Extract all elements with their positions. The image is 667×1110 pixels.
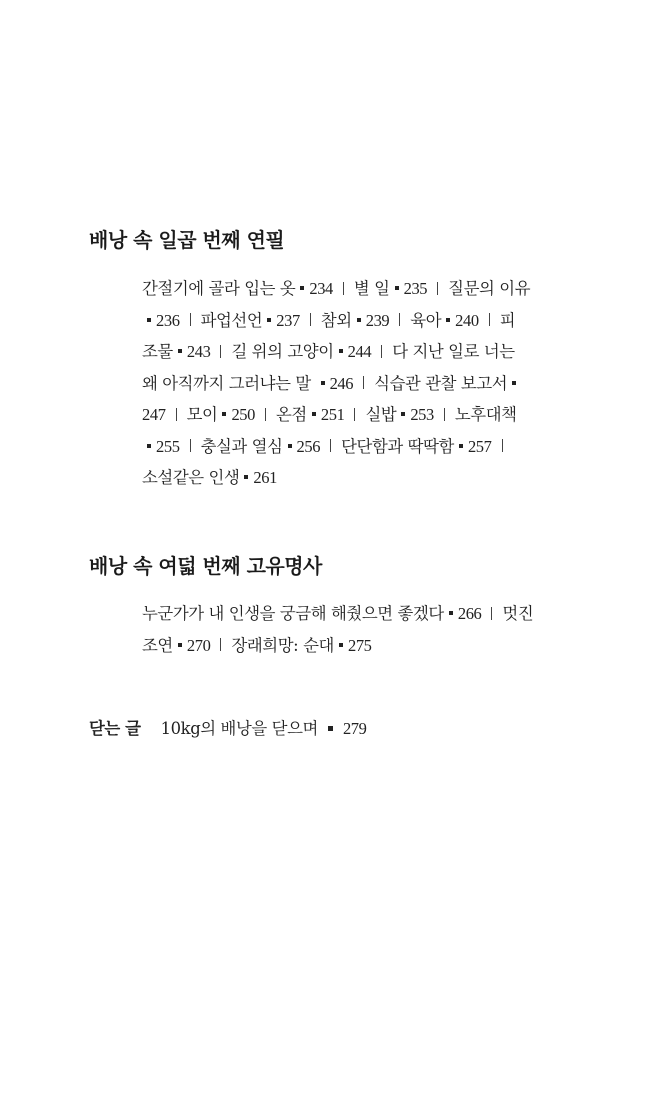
page-number: 250 xyxy=(231,405,255,424)
entry-title: 충실과 열심 xyxy=(200,436,283,456)
section-title-8: 배낭 속 여덟 번째 고유명사 xyxy=(89,554,322,578)
page-number: 270 xyxy=(186,635,211,655)
entry-separator xyxy=(489,313,490,326)
entry-separator xyxy=(330,439,331,452)
entry-title: 왜 아직까지 그러냐는 말 xyxy=(142,373,316,393)
entry-title: 다 지난 일로 너는 xyxy=(392,342,515,361)
entry-separator xyxy=(220,345,221,358)
page-bullet xyxy=(395,286,399,290)
page-number: 247 xyxy=(142,405,166,424)
page-number: 243 xyxy=(186,342,211,361)
toc-line xyxy=(142,431,582,463)
page-number: 251 xyxy=(320,405,345,424)
section-7-entries xyxy=(142,273,582,494)
page-number: 246 xyxy=(329,373,354,393)
toc-line xyxy=(142,305,582,337)
entry-separator xyxy=(343,282,344,295)
entry-title: 파업선언 xyxy=(200,310,263,330)
toc-line xyxy=(142,630,582,662)
entry-title: 조물 xyxy=(142,342,173,361)
page-bullet xyxy=(147,444,151,448)
entry-separator xyxy=(176,408,177,421)
page-bullet xyxy=(244,475,248,479)
page-number: 256 xyxy=(296,436,321,456)
entry-separator xyxy=(190,313,191,326)
toc-line xyxy=(142,336,582,368)
page-number: 244 xyxy=(347,342,372,361)
entry-separator xyxy=(444,408,445,421)
page-number: 257 xyxy=(467,436,492,456)
page-number: 235 xyxy=(403,279,428,298)
entry-separator xyxy=(437,282,438,295)
page-bullet xyxy=(512,381,516,385)
page-bullet xyxy=(357,318,361,322)
page-number: 255 xyxy=(156,436,180,456)
toc-line xyxy=(142,273,582,305)
page-bullet xyxy=(147,318,151,322)
page-number: 234 xyxy=(309,279,333,298)
page-bullet xyxy=(449,611,453,615)
toc-line xyxy=(142,598,582,630)
entry-separator xyxy=(381,345,382,358)
entry-title: 간절기에 골라 입는 옷 xyxy=(142,279,296,298)
closing-title: 10kg의 배낭을 닫으며 xyxy=(160,719,318,738)
page-bullet xyxy=(446,318,450,322)
entry-separator xyxy=(491,607,492,620)
entry-title: 멋진 xyxy=(502,604,534,623)
entry-title: 모이 xyxy=(186,405,218,424)
toc-line xyxy=(142,399,582,431)
entry-title: 길 위의 고양이 xyxy=(231,342,334,361)
page-bullet xyxy=(267,318,271,322)
entry-title: 누군가가 내 인생을 궁금해 해줬으면 좋겠다 xyxy=(142,604,444,623)
closing-entry xyxy=(89,713,367,744)
page-bullet xyxy=(312,412,316,416)
entry-separator xyxy=(354,408,355,421)
entry-separator xyxy=(363,376,364,389)
page-bullet xyxy=(459,444,463,448)
entry-title: 조연 xyxy=(142,635,173,655)
entry-title: 피 xyxy=(499,310,516,330)
page-number: 237 xyxy=(276,310,300,330)
page-bullet xyxy=(300,286,304,290)
page-bullet xyxy=(339,349,343,353)
entry-title: 소설같은 인생 xyxy=(142,468,240,487)
page-bullet xyxy=(178,349,182,353)
page-bullet xyxy=(321,381,325,385)
entry-title: 별 일 xyxy=(353,279,390,298)
entry-title: 참외 xyxy=(320,310,352,330)
entry-separator xyxy=(399,313,400,326)
page-number: 236 xyxy=(156,310,180,330)
entry-title: 질문의 이유 xyxy=(448,279,531,298)
page-bullet xyxy=(328,726,333,731)
page-bullet xyxy=(339,643,343,647)
page-number: 240 xyxy=(455,310,479,330)
entry-title: 장래희망: 순대 xyxy=(231,635,334,655)
closing-label: 닫는 글 xyxy=(89,719,141,738)
page-number: 253 xyxy=(410,405,434,424)
section-8-entries xyxy=(142,598,582,661)
entry-title: 육아 xyxy=(410,310,442,330)
page-number: 266 xyxy=(457,604,482,623)
closing-page-number: 279 xyxy=(342,719,367,738)
entry-title: 실밥 xyxy=(365,405,397,424)
entry-title: 단단함과 딱딱함 xyxy=(341,436,454,456)
entry-separator xyxy=(502,439,503,452)
entry-title: 온점 xyxy=(276,405,307,424)
page-bullet xyxy=(401,412,405,416)
toc-line xyxy=(142,462,582,494)
section-title-7: 배낭 속 일곱 번째 연필 xyxy=(89,228,285,252)
entry-separator xyxy=(220,638,221,651)
toc-line xyxy=(142,368,582,400)
entry-separator xyxy=(265,408,266,421)
page-bullet xyxy=(178,643,182,647)
entry-separator xyxy=(190,439,191,452)
page-number: 275 xyxy=(347,635,372,655)
page-bullet xyxy=(222,412,226,416)
entry-title: 식습관 관찰 보고서 xyxy=(374,373,508,393)
page-bullet xyxy=(288,444,292,448)
page-number: 261 xyxy=(253,468,277,487)
entry-separator xyxy=(310,313,311,326)
page-number: 239 xyxy=(365,310,390,330)
entry-title: 노후대책 xyxy=(454,405,517,424)
